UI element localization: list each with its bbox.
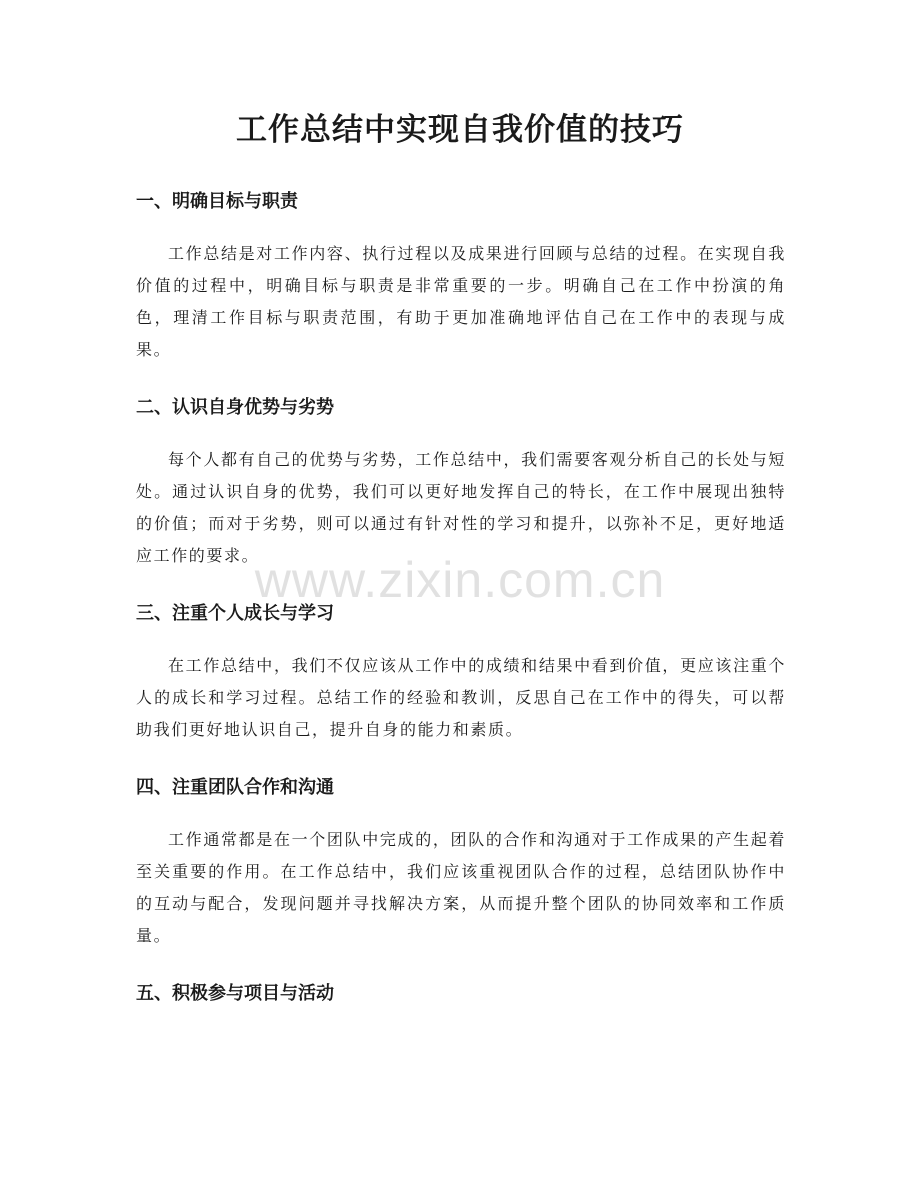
section-heading: 五、积极参与项目与活动 [136, 983, 334, 1004]
section-2 [136, 388, 786, 572]
document-content [136, 182, 786, 1030]
section-1 [136, 182, 786, 366]
section-paragraph: 工作总结是对工作内容、执行过程以及成果进行回顾与总结的过程。在实现自我价值的过程中，明确目标与职责是非常重要的一步。明确自己在工作中扮演的角色，理清工作目标与职责范围，有助于更加准确地评估自己在工作中的表现与成果。 [136, 244, 786, 359]
section-paragraph: 每个人都有自己的优势与劣势，工作总结中，我们需要客观分析自己的长处与短处。通过认识自身的优势，我们可以更好地发挥自己的特长，在工作中展现出独特的价值；而对于劣势，则可以通过有针对性的学习和提升，以弥补不足，更好地适应工作的要求。 [136, 450, 786, 565]
section-heading: 四、注重团队合作和沟通 [136, 777, 334, 798]
section-heading: 一、明确目标与职责 [136, 191, 298, 212]
section-4 [136, 768, 786, 952]
section-paragraph: 在工作总结中，我们不仅应该从工作中的成绩和结果中看到价值，更应该注重个人的成长和学习过程。总结工作的经验和教训，反思自己在工作中的得失，可以帮助我们更好地认识自己，提升自身的能力和素质。 [136, 656, 786, 739]
section-paragraph: 工作通常都是在一个团队中完成的，团队的合作和沟通对于工作成果的产生起着至关重要的作用。在工作总结中，我们应该重视团队合作的过程，总结团队协作中的互动与配合，发现问题并寻找解决方案，从而提升整个团队的协同效率和工作质量。 [136, 830, 786, 945]
section-5 [136, 974, 786, 1014]
document-title: 工作总结中实现自我价值的技巧 [236, 112, 684, 148]
watermark-text: www.zixin.com.cn [254, 552, 666, 608]
section-heading: 二、认识自身优势与劣势 [136, 397, 334, 418]
section-heading: 三、注重个人成长与学习 [136, 603, 334, 624]
section-3 [136, 594, 786, 746]
